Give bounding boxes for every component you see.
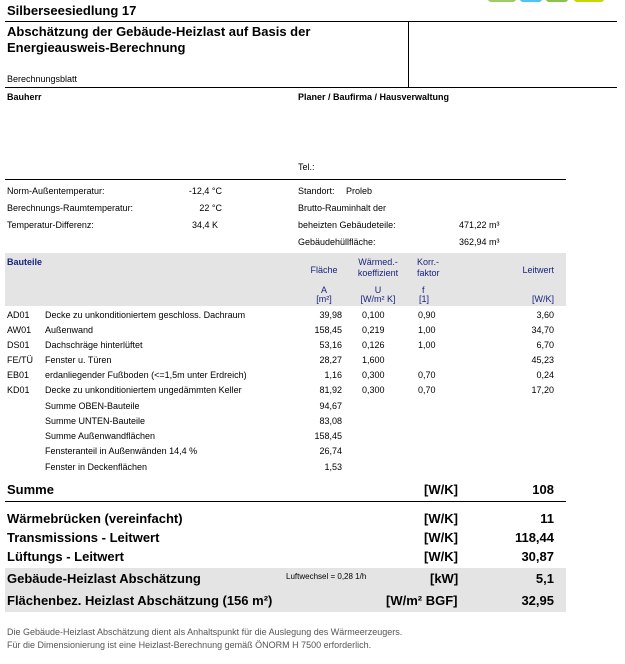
- row-u: 1,600: [362, 355, 385, 365]
- row-name: Dachschräge hinterlüftet: [45, 340, 143, 350]
- row-u: 0,300: [362, 385, 385, 395]
- row-f: 0,70: [418, 385, 436, 395]
- company-logo: [488, 0, 625, 8]
- location-label: Standort:: [298, 186, 335, 196]
- row-name: Außenwand: [45, 325, 94, 335]
- row-code: FE/TÜ: [7, 355, 33, 365]
- flaechen-heizlast-value: 32,95: [521, 593, 554, 608]
- row-f: 1,00: [418, 340, 436, 350]
- lueftung-value: 30,87: [521, 549, 554, 564]
- col-area: Fläche: [310, 265, 338, 275]
- row-area: 1,16: [324, 370, 342, 380]
- row-code: KD01: [7, 385, 30, 395]
- waermebruecken-value: 11: [540, 511, 554, 526]
- row-name: Fenster u. Türen: [45, 355, 112, 365]
- sum-name: Fensteranteil in Außenwänden 14,4 %: [45, 446, 198, 456]
- col-bauteile: Bauteile: [7, 257, 43, 267]
- row-u: 0,300: [362, 370, 385, 380]
- summe-unit: [W/K]: [424, 482, 458, 497]
- row-code: DS01: [7, 340, 30, 350]
- col-leitwert: Leitwert: [522, 265, 554, 275]
- volume-label-line2: beheizten Gebäudeteile:: [298, 220, 396, 230]
- room-temp-value: 22 °C: [199, 203, 222, 213]
- summe-value: 108: [532, 482, 554, 497]
- sheet-label: Berechnungsblatt: [7, 74, 78, 84]
- planner-label: Planer / Baufirma / Hausverwaltung: [298, 92, 450, 102]
- tel-label: Tel.:: [298, 162, 315, 172]
- row-code: AW01: [7, 325, 32, 335]
- sum-name: Fenster in Deckenflächen: [45, 462, 148, 472]
- flaechen-heizlast-label: Flächenbez. Heizlast Abschätzung (156 m²): [7, 593, 273, 608]
- transmission-label: Transmissions - Leitwert: [7, 530, 160, 545]
- temp-diff-label: Temperatur-Differenz:: [7, 220, 94, 230]
- row-leitwert: 0,24: [536, 370, 554, 380]
- summe-label: Summe: [7, 482, 54, 497]
- row-leitwert: 17,20: [531, 385, 554, 395]
- envelope-value: 362,94 m³: [459, 237, 500, 247]
- lueftung-label: Lüftungs - Leitwert: [7, 549, 124, 564]
- row-area: 28,27: [319, 355, 342, 365]
- col-f-line1: Korr.-: [417, 257, 440, 267]
- row-name: Decke zu unkonditioniertem ungedämmten Keller: [45, 385, 242, 395]
- row-area: 158,45: [314, 325, 342, 335]
- row-area: 81,92: [319, 385, 342, 395]
- lueftung-unit: [W/K]: [424, 549, 458, 564]
- row-u: 0,100: [362, 310, 385, 320]
- sum-name: Summe UNTEN-Bauteile: [45, 416, 146, 426]
- document-title-line1: Abschätzung der Gebäude-Heizlast auf Basis der: [7, 24, 311, 39]
- col-f-line2: faktor: [417, 268, 440, 278]
- col-u-line2: koeffizient: [357, 268, 399, 278]
- col-u-symbol: U: [374, 285, 382, 295]
- sum-area: 26,74: [319, 446, 342, 456]
- col-f-symbol: f: [422, 285, 425, 295]
- flaechen-heizlast-unit: [W/m² BGF]: [386, 593, 458, 608]
- envelope-label: Gebäudehüllfläche:: [298, 237, 376, 247]
- sum-area: 94,67: [319, 401, 342, 411]
- row-f: 1,00: [418, 325, 436, 335]
- outdoor-temp-value: -12,4 °C: [188, 186, 222, 196]
- waermebruecken-label: Wärmebrücken (vereinfacht): [7, 511, 183, 526]
- col-f-unit: [1]: [419, 294, 430, 304]
- volume-value: 471,22 m³: [459, 220, 500, 230]
- row-f: 0,90: [418, 310, 436, 320]
- owner-label: Bauherr: [7, 92, 42, 102]
- footer-note-line1: Die Gebäude-Heizlast Abschätzung dient als Anhaltspunkt für die Auslegung des Wärmeerzeugers.: [7, 627, 403, 637]
- row-area: 39,98: [319, 310, 342, 320]
- col-area-unit: [m²]: [316, 294, 332, 304]
- sum-name: Summe Außenwandflächen: [45, 431, 156, 441]
- waermebruecken-unit: [W/K]: [424, 511, 458, 526]
- row-code: EB01: [7, 370, 30, 380]
- col-leitwert-unit: [W/K]: [532, 294, 554, 304]
- row-name: erdanliegender Fußboden (<=1,5m unter Erdreich): [45, 370, 247, 380]
- outdoor-temp-label: Norm-Außentemperatur:: [7, 186, 105, 196]
- row-code: AD01: [7, 310, 30, 320]
- col-u-unit: [W/m² K]: [360, 294, 396, 304]
- row-leitwert: 34,70: [531, 325, 554, 335]
- sum-area: 158,45: [314, 431, 342, 441]
- row-leitwert: 6,70: [536, 340, 554, 350]
- heizlast-unit: [kW]: [430, 571, 459, 586]
- row-area: 53,16: [319, 340, 342, 350]
- location-value: Proleb: [346, 186, 373, 196]
- row-leitwert: 3,60: [536, 310, 554, 320]
- row-u: 0,219: [362, 325, 385, 335]
- luftwechsel-note: Luftwechsel = 0,28 1/h: [286, 572, 367, 581]
- heizlast-label: Gebäude-Heizlast Abschätzung: [7, 571, 201, 586]
- table-header-band: [5, 253, 566, 306]
- room-temp-label: Berechnungs-Raumtemperatur:: [7, 203, 134, 213]
- transmission-value: 118,44: [514, 530, 554, 545]
- row-name: Decke zu unkonditioniertem geschloss. Dachraum: [45, 310, 246, 320]
- col-u-line1: Wärmed.-: [358, 257, 398, 267]
- document-title-line2: Energieausweis-Berechnung: [7, 40, 186, 55]
- project-title: Silberseesiedlung 17: [7, 3, 137, 18]
- transmission-unit: [W/K]: [424, 530, 458, 545]
- row-leitwert: 45,23: [531, 355, 554, 365]
- row-f: 0,70: [418, 370, 436, 380]
- col-area-symbol: A: [320, 285, 327, 295]
- volume-label-line1: Brutto-Rauminhalt der: [298, 203, 387, 213]
- row-u: 0,126: [362, 340, 385, 350]
- heizlast-value: 5,1: [535, 571, 554, 586]
- sum-name: Summe OBEN-Bauteile: [45, 401, 140, 411]
- footer-note-line2: Für die Dimensionierung ist eine Heizlast-Berechnung gemäß ÖNORM H 7500 erforderlich.: [7, 640, 372, 650]
- sum-area: 1,53: [324, 462, 342, 472]
- temp-diff-value: 34,4 K: [191, 220, 218, 230]
- sum-area: 83,08: [319, 416, 342, 426]
